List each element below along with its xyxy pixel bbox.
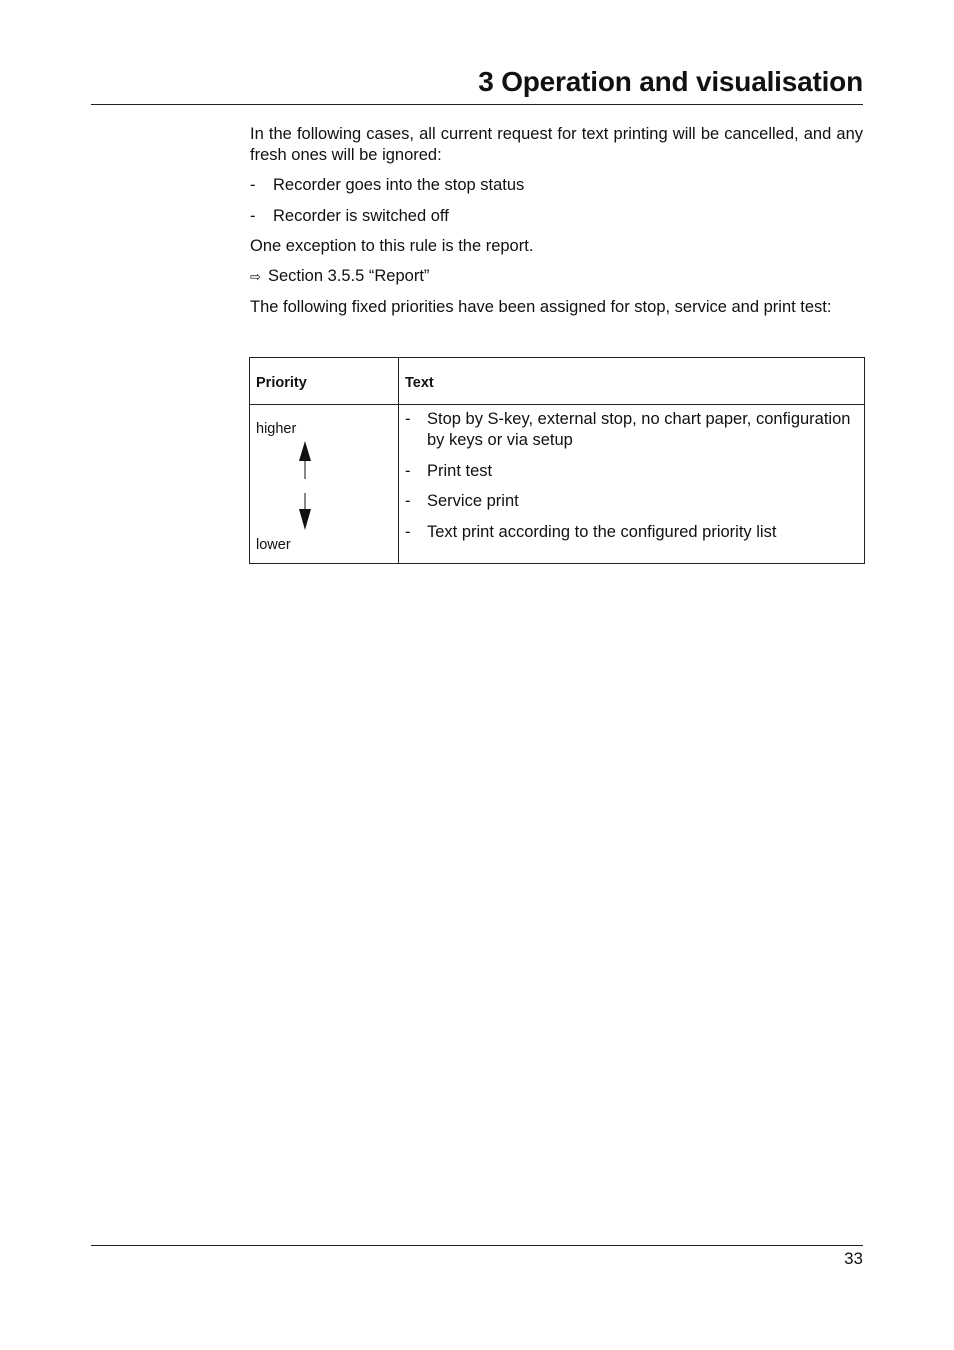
text-column-header: Text — [399, 358, 865, 405]
priority-item-text: Stop by S-key, external stop, no chart paper, configuration by keys or via setup — [427, 410, 851, 449]
priority-item-text: Print test — [427, 462, 493, 480]
table-row — [250, 405, 865, 564]
priority-item-text: Text print according to the configured priority list — [427, 523, 777, 541]
header-rule — [91, 104, 863, 105]
bullet-dash: - — [405, 462, 411, 480]
section-reference[interactable] — [250, 266, 863, 287]
page-number: 33 — [844, 1249, 863, 1268]
bullet-dash: - — [405, 410, 411, 428]
bullet-dash: - — [405, 523, 411, 541]
lower-label: lower — [256, 537, 291, 553]
priority-item-text: Service print — [427, 492, 519, 510]
footer-rule — [91, 1245, 863, 1246]
priorities-paragraph: The following fixed priorities have been assigned for stop, service and print test: — [250, 298, 832, 316]
intro-paragraph: In the following cases, all current request for text printing will be cancelled, and any fresh ones will be ignored: — [250, 125, 863, 164]
case-text: Recorder goes into the stop status — [273, 176, 525, 194]
exception-paragraph: One exception to this rule is the report. — [250, 237, 534, 255]
bullet-dash: - — [250, 176, 256, 194]
priority-column-header: Priority — [250, 358, 399, 405]
chapter-title: 3 Operation and visualisation — [478, 66, 863, 97]
priority-table — [249, 357, 865, 564]
bullet-dash: - — [405, 492, 411, 510]
reference-arrow-icon: ⇨ — [250, 269, 261, 284]
priority-arrows-icon — [296, 441, 314, 533]
reference-link[interactable]: Section 3.5.5 “Report” — [268, 267, 430, 285]
table-header-row — [250, 358, 865, 405]
higher-label: higher — [256, 421, 297, 437]
case-text: Recorder is switched off — [273, 207, 449, 225]
bullet-dash: - — [250, 207, 256, 225]
priority-cell — [250, 405, 399, 564]
text-cell — [399, 405, 865, 564]
